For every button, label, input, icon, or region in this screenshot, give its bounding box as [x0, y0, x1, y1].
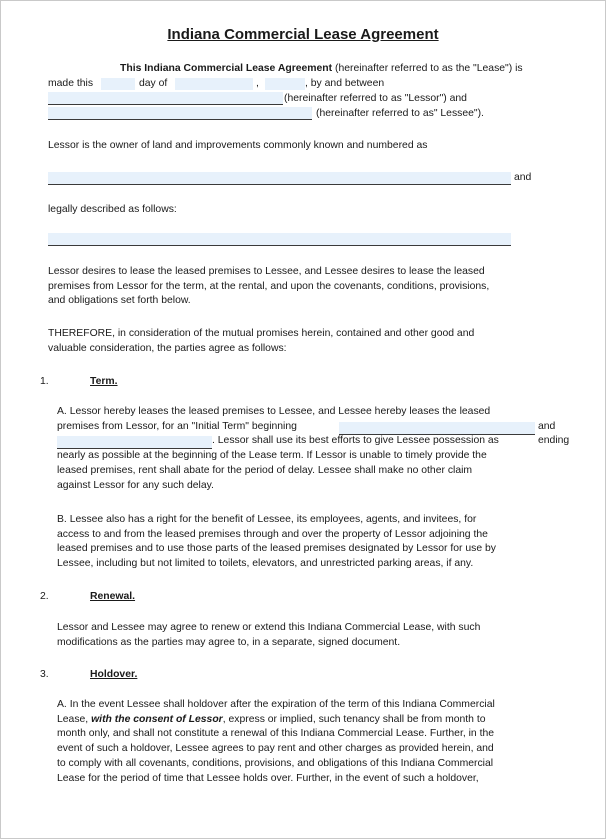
- legal-description-field[interactable]: [48, 233, 511, 246]
- intro-line-1-rest: (hereinafter referred to as the "Lease") is: [335, 63, 523, 74]
- legal-description-label: legally described as follows:: [48, 204, 177, 215]
- intro-comma: ,: [256, 78, 259, 89]
- intro-made-this: made this: [48, 78, 94, 89]
- intro-lessee-ref: (hereinafter referred to as" Lessee").: [316, 108, 484, 119]
- premises-text: Lessor is the owner of land and improvements commonly known and numbered as: [48, 140, 428, 151]
- renewal-line: Lessor and Lessee may agree to renew or extend this Indiana Commercial Lease, with such: [57, 622, 481, 633]
- term-b-line: leased premises and to use those parts of the leased premises designated by Lessor for use by: [57, 543, 496, 555]
- term-b-line: access to and from the leased premises through and over the property of Lessor adjoining the: [57, 528, 488, 540]
- term-paragraph-a: [57, 405, 570, 493]
- holdover-consent-emphasis: with the consent of Lessor: [91, 713, 223, 725]
- section-2-number: 2.: [40, 591, 49, 602]
- intro-line-1: [120, 61, 523, 76]
- term-paragraph-b: [57, 513, 560, 572]
- section-1-heading: Term.: [90, 376, 118, 387]
- therefore-line: valuable consideration, the parties agree as follows:: [48, 342, 287, 354]
- section-2-heading: Renewal.: [90, 591, 136, 602]
- term-a-line: leased premises, rent shall abate for the period of delay. Lessee shall make no other claim: [57, 464, 473, 476]
- holdover-line: A. In the event Lessee shall holdover after the expiration of the term of this Indiana Commercial: [57, 699, 495, 710]
- renewal-paragraph: [57, 621, 560, 650]
- holdover-line: Lease for the period of time that Lessee holds over. Further, in the event of such a holdover,: [57, 772, 479, 784]
- holdover-line: month only, and shall not constitute a renewal of this Indiana Commercial Lease. Further, in the: [57, 728, 495, 740]
- desire-paragraph: [48, 265, 560, 309]
- desire-line: premises from Lessor for the term, at the rental, and upon the covenants, conditions, provisions,: [48, 280, 490, 292]
- renewal-line: modifications as the parties may agree to, in a separate, signed document.: [57, 636, 401, 648]
- term-b-line: B. Lessee also has a right for the benefit of Lessee, its employees, agents, and invitees, for: [57, 514, 477, 525]
- lessor-name-field[interactable]: [48, 92, 283, 105]
- term-begin-date-field[interactable]: [339, 422, 535, 435]
- term-a-line: A. Lessor hereby leases the leased premises to Lessee, and Lessee hereby leases the leased: [57, 406, 491, 417]
- term-a-and-ending: and ending: [538, 420, 570, 447]
- intro-by-and-between: , by and between: [305, 78, 385, 89]
- holdover-lease-word: Lease,: [57, 713, 89, 725]
- month-field[interactable]: [175, 78, 253, 90]
- intro-lessor-ref: (hereinafter referred to as "Lessor") and: [284, 93, 467, 104]
- section-3-heading: Holdover.: [90, 669, 138, 680]
- term-a-line: nearly as possible at the beginning of the Lease term. If Lessor is unable to timely provide the: [57, 450, 487, 462]
- therefore-paragraph: [48, 327, 560, 356]
- term-a-line: against Lessor for any such delay.: [57, 479, 214, 491]
- therefore-line: THEREFORE, in consideration of the mutual promises herein, contained and other good and: [48, 328, 475, 339]
- premises-and: and: [514, 172, 532, 183]
- lessee-name-field[interactable]: [48, 107, 312, 120]
- day-field[interactable]: [101, 78, 135, 90]
- holdover-line-2-rest: , express or implied, such tenancy shall be from month to: [222, 713, 486, 725]
- premises-address-field[interactable]: [48, 172, 511, 185]
- desire-line: Lessor desires to lease the leased premises to Lessee, and Lessee desires to lease the leased: [48, 266, 485, 277]
- term-b-line: Lessee, including but not limited to toilets, elevators, and unrestricted parking areas, if any.: [57, 558, 474, 570]
- intro-day-of: day of: [139, 78, 168, 89]
- term-a-beginning: premises from Lessor, for an "Initial Term" beginning: [57, 420, 297, 432]
- term-a-possession: . Lessor shall use its best efforts to give Lessee possession as: [212, 435, 499, 447]
- term-end-date-field[interactable]: [57, 436, 212, 449]
- term-a-line-3: [57, 434, 560, 449]
- year-field[interactable]: [265, 78, 305, 90]
- holdover-line: to comply with all covenants, conditions, provisions, and obligations of this Indiana Commercial: [57, 757, 494, 769]
- holdover-paragraph: [57, 698, 560, 786]
- intro-agreement-name: This Indiana Commercial Lease Agreement: [120, 63, 333, 74]
- desire-line: and obligations set forth below.: [48, 295, 191, 307]
- holdover-line: event of such a holdover, Lessee agrees to pay rent and other charges as provided herein, and: [57, 743, 494, 755]
- section-3-number: 3.: [40, 669, 49, 680]
- section-1-number: 1.: [40, 376, 49, 387]
- document-title: Indiana Commercial Lease Agreement: [167, 26, 439, 43]
- holdover-line-2: [57, 713, 560, 728]
